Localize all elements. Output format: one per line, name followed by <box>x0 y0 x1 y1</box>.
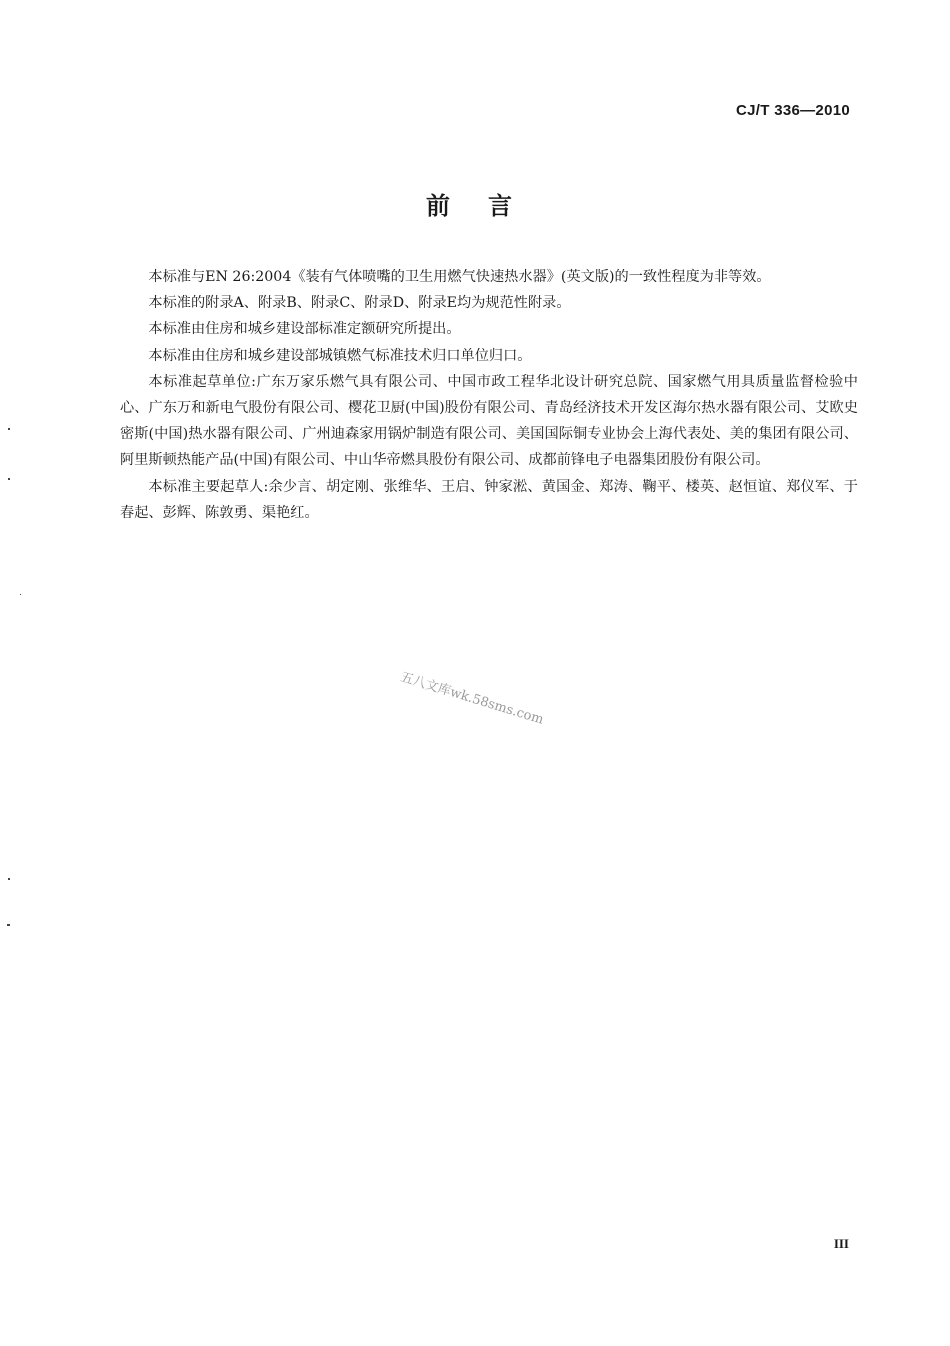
scan-speck <box>20 594 21 595</box>
paragraph-administrator: 本标准由住房和城乡建设部城镇燃气标准技术归口单位归口。 <box>148 347 532 364</box>
scan-speck <box>7 924 10 926</box>
paragraph-equivalence: 本标准与EN 26:2004《装有气体喷嘴的卫生用燃气快速热水器》(英文版)的一致性程度为非等效。 <box>148 269 771 285</box>
scan-speck <box>8 478 10 480</box>
scan-speck <box>8 428 10 430</box>
paragraph-drafters: 本标准主要起草人:余少言、胡定刚、张维华、王启、钟家淞、黄国金、郑涛、鞠平、楼英、赵恒谊、郑仪军、于春起、彭辉、陈敦勇、渠艳红。 <box>120 478 858 521</box>
paragraph-appendices: 本标准的附录A、附录B、附录C、附录D、附录E均为规范性附录。 <box>148 295 571 312</box>
watermark: 五八文库wk.58sms.com <box>398 669 546 728</box>
scan-speck <box>8 878 10 880</box>
foreword-body <box>120 264 858 526</box>
paragraph-proposer: 本标准由住房和城乡建设部标准定额研究所提出。 <box>148 321 461 338</box>
page-title: 前言 <box>426 192 550 220</box>
standard-number: CJ/T 336—2010 <box>736 102 850 119</box>
paragraph-drafting-units: 本标准起草单位:广东万家乐燃气具有限公司、中国市政工程华北设计研究总院、国家燃气用具质量监督检验中心、广东万和新电气股份有限公司、樱花卫厨(中国)股份有限公司、青岛经济技术开发区海尔热水器有限公司、艾欧史密斯(中国)热水器有限公司、广州迪森家用锅炉制造有限公司、美国国际铜专业协会上海代表处、美的集团有限公司、阿里斯顿热能产品(中国)有限公司、中山华帝燃具股份有限公司、成都前锋电子电器集团股份有限公司。 <box>120 373 858 469</box>
page-number: III <box>833 1236 849 1251</box>
